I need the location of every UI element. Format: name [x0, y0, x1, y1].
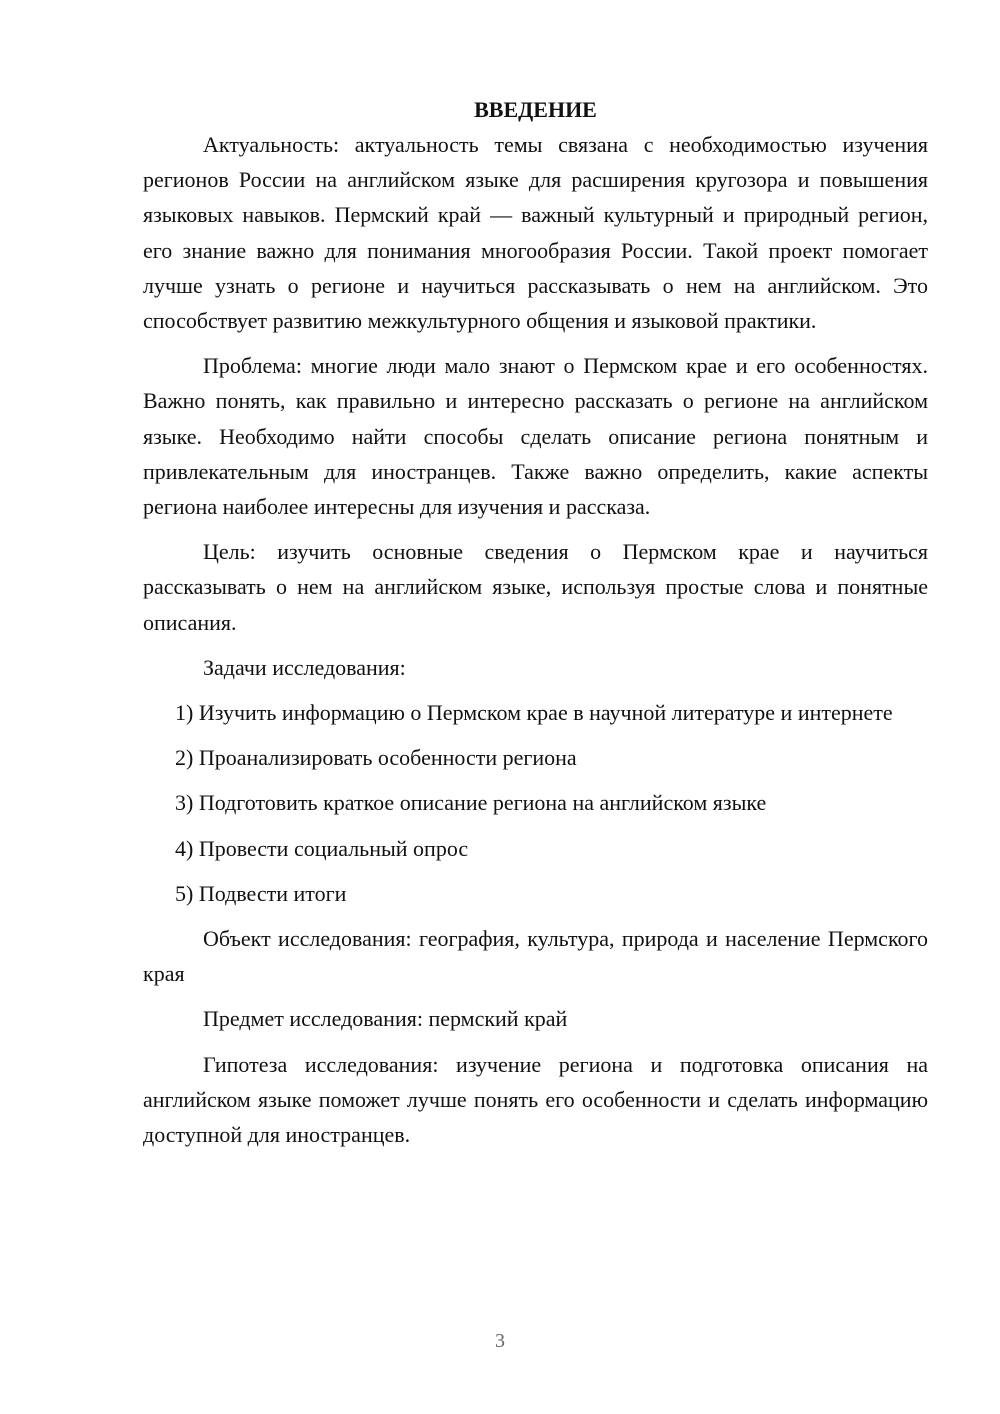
page-number: 3 — [495, 1330, 505, 1352]
document-page — [143, 92, 928, 1162]
problem-paragraph: Проблема: многие люди мало знают о Пермском крае и его особенностях. Важно понять, как правильно и интересно рассказать о регионе на английском языке. Необходимо найти способы сделать описание региона понятным и привлекательным для иностранцев. Также важно определить, какие аспекты региона наиболее интересны для изучения и рассказа. — [143, 353, 928, 520]
relevance-paragraph: Актуальность: актуальность темы связана с необходимостью изучения регионов России на английском языке для расширения кругозора и повышения языковых навыков. Пермский край — важный культурный и природный регион, его знание важно для понимания многообразия России. Такой проект помогает лучше узнать о регионе и научиться рассказывать о нем на английском. Это способствует развитию межкультурного общения и языковой практики. — [143, 132, 928, 334]
list-item: 1) Изучить информацию о Пермском крае в научной литературе и интернете — [175, 700, 893, 726]
hypothesis-paragraph: Гипотеза исследования: изучение региона и подготовка описания на английском языке поможет лучше понять его особенности и сделать информацию доступной для иностранцев. — [143, 1051, 928, 1148]
goal-paragraph: Цель: изучить основные сведения о Пермском крае и научиться рассказывать о нем на английском языке, используя простые слова и понятные описания. — [143, 539, 928, 635]
page-title: ВВЕДЕНИЕ — [474, 97, 597, 122]
object-paragraph: Объект исследования: география, культура, природа и население Пермского края — [143, 926, 928, 987]
list-item: 2) Проанализировать особенности региона — [175, 745, 577, 771]
subject-paragraph: Предмет исследования: пермский край — [203, 1006, 568, 1032]
list-item: 3) Подготовить краткое описание региона на английском языке — [175, 790, 767, 816]
tasks-heading: Задачи исследования: — [203, 654, 406, 680]
list-item: 4) Провести социальный опрос — [175, 835, 469, 861]
list-item: 5) Подвести итоги — [175, 880, 347, 906]
